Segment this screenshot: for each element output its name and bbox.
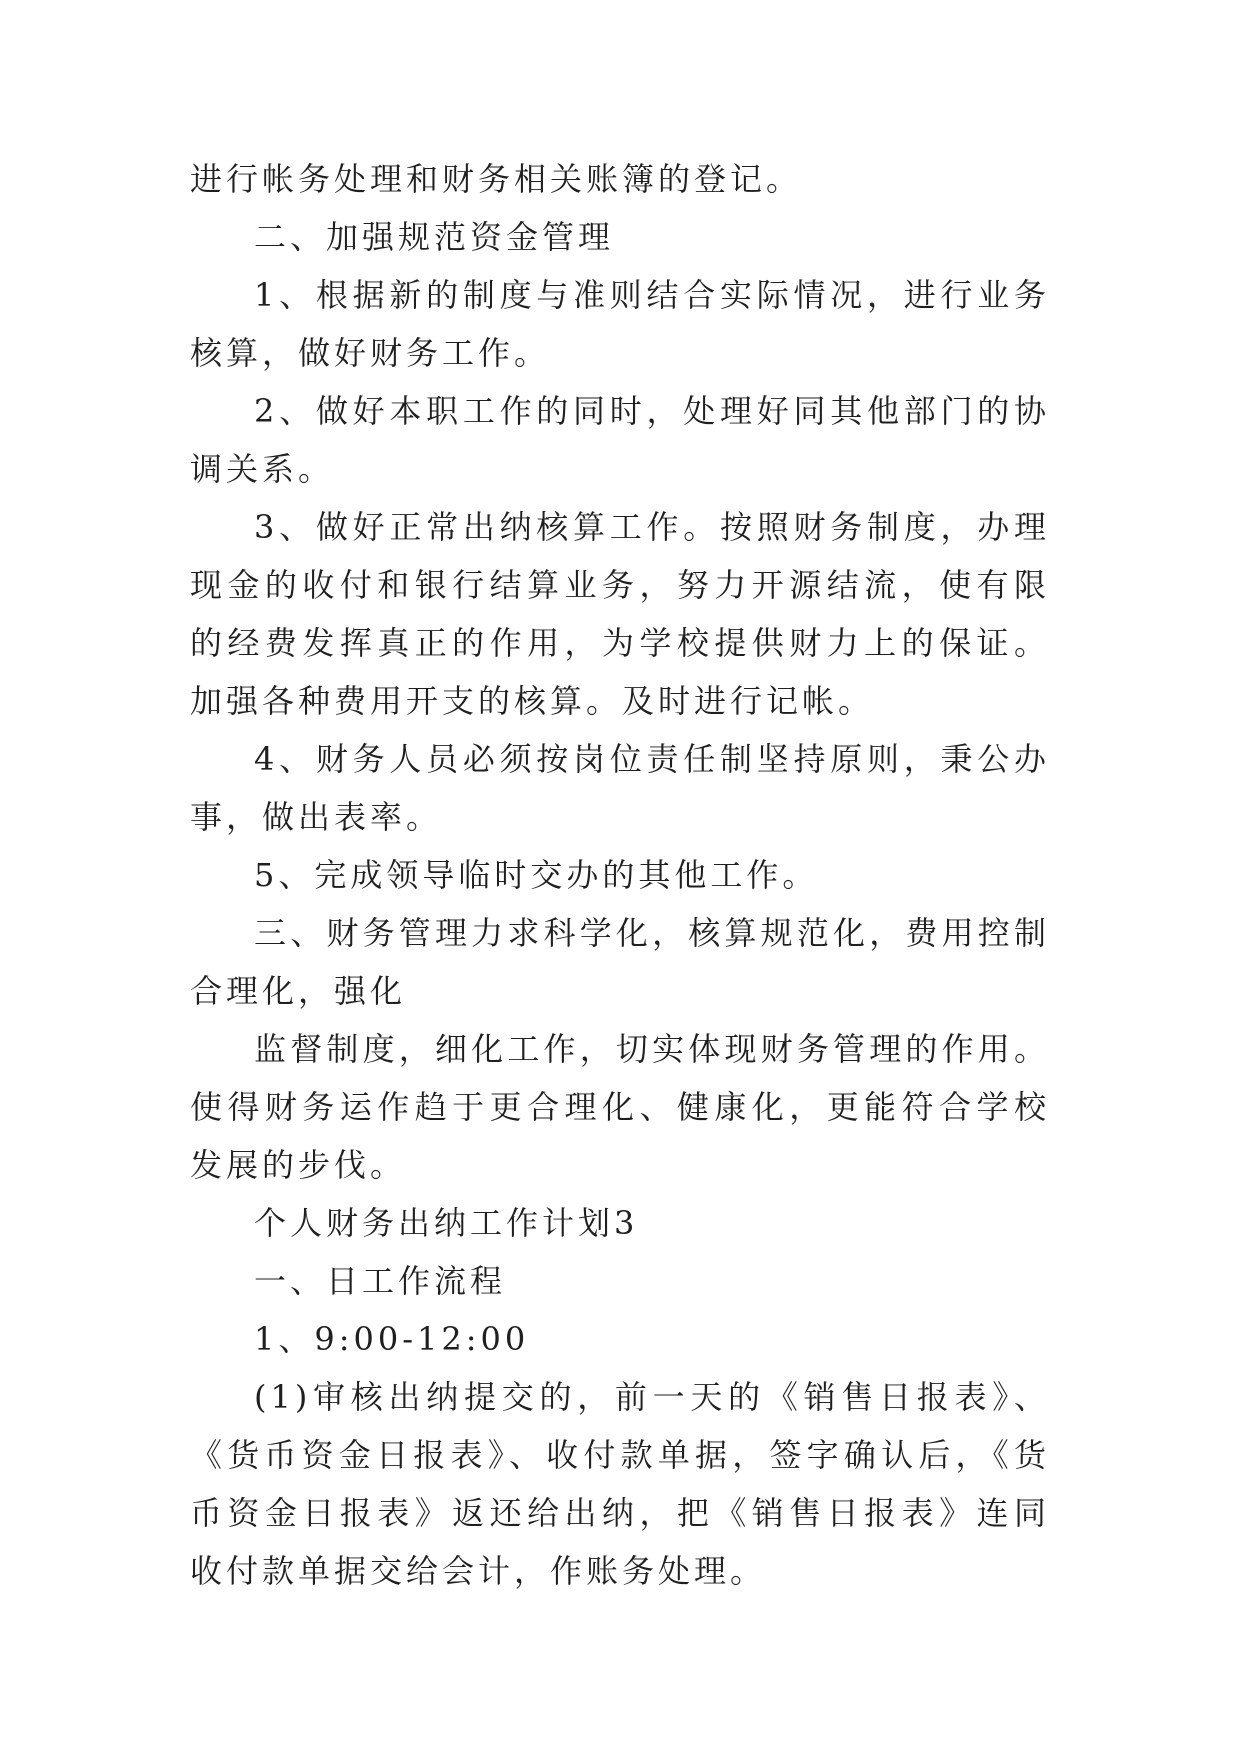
list-item-2: 2、做好本职工作的同时，处理好同其他部门的协调关系。	[190, 392, 1050, 488]
section-heading-daily-workflow: 一、日工作流程	[254, 1262, 507, 1300]
list-item-1: 1、根据新的制度与准则结合实际情况，进行业务核算，做好财务工作。	[190, 276, 1050, 372]
document-body	[190, 150, 1050, 1600]
time-slot-heading: 1、9:00-12:00	[254, 1320, 530, 1358]
plan-title: 个人财务出纳工作计划3	[254, 1204, 639, 1242]
list-item-3: 3、做好正常出纳核算工作。按照财务制度，办理现金的收付和银行结算业务，努力开源结流，使有限的经费发挥真正的作用，为学校提供财力上的保证。加强各种费用开支的核算。及时进行记帐。	[190, 508, 1050, 720]
list-item-5: 5、完成领导临时交办的其他工作。	[254, 856, 819, 894]
section-heading-2: 二、加强规范资金管理	[254, 218, 615, 256]
section-heading-3: 三、财务管理力求科学化，核算规范化，费用控制合理化，强化	[190, 914, 1050, 1010]
paragraph-supervision: 监督制度，细化工作，切实体现财务管理的作用。使得财务运作趋于更合理化、健康化，更能符合学校发展的步伐。	[190, 1030, 1050, 1184]
paragraph-continuation: 进行帐务处理和财务相关账簿的登记。	[190, 160, 803, 198]
list-item-4: 4、财务人员必须按岗位责任制坚持原则，秉公办事，做出表率。	[190, 740, 1050, 836]
paragraph-review-step: (1)审核出纳提交的，前一天的《销售日报表》、《货币资金日报表》、收付款单据，签字确认后，《货币资金日报表》返还给出纳，把《销售日报表》连同收付款单据交给会计，作账务处理。	[190, 1378, 1050, 1590]
